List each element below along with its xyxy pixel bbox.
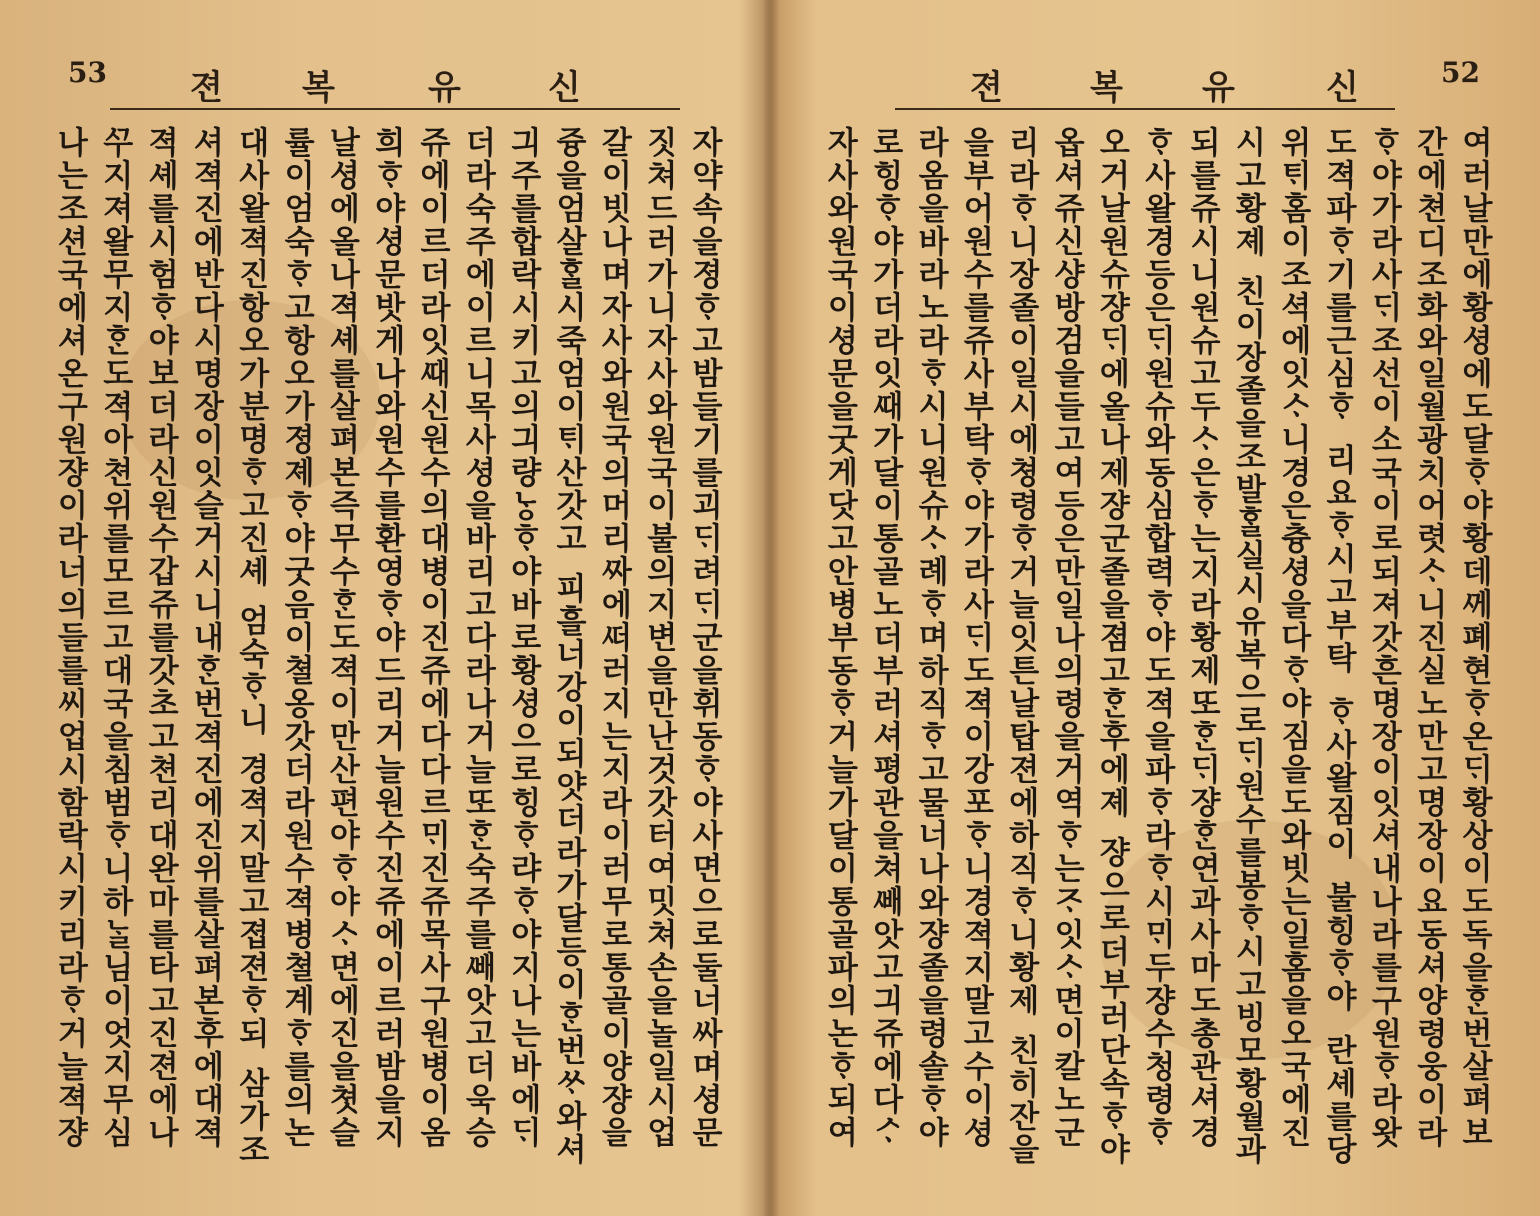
text-column: 되를쥬시니원슈고두ᄉᆞ은ᄒᆞ는지라황제또ᄒᆞᆫᄃᆡ쟝ᄒᆞᆫ연과사마도총관셔경 — [1184, 126, 1221, 1149]
text-column: 긔주를합락시키고의긔량ᄂᆞᆼᄒᆞ야바로황셩으로힝ᄒᆞ랴ᄒᆞ야지나는바에ᄃᆡ — [504, 126, 541, 1149]
text-column: 젹셰를시험ᄒᆞ야보더라신원수갑쥬를갓초고쳔리대완마를타고진젼에나 — [142, 126, 179, 1149]
text-column: 로힝ᄒᆞ야가더라잇ᄯᅢ가달이통골노더부러셔평관을쳐ᄲᅢ앗고긔쥬에다ᄼᆞ — [866, 126, 903, 1149]
book-gutter — [762, 0, 780, 1216]
text-column: 옵셔쥬신샹방검을들고여등은만일나의령을거역ᄒᆞ는ᄌᆞ잇ᄉᆞ면이칼노군 — [1048, 126, 1085, 1149]
text-column: 을부어원수를쥬사부탁ᄒᆞ야가라사ᄃᆡ도젹이강포ᄒᆞ니경젹지말고수이셩 — [957, 126, 994, 1149]
right-page — [780, 0, 1500, 1216]
text-column: 리라ᄒᆞ니장졸이일시에쳥령ᄒᆞ거늘잇튼날탑젼에하직ᄒᆞ니황제 친히잔을 — [1002, 126, 1039, 1166]
header-char: 유 — [428, 68, 461, 108]
text-column: 날셩에올나젹셰를살펴본즉무수ᄒᆞᆫ도젹이만산편야ᄒᆞ야ᄉᆞ면에진을쳣슬 — [323, 126, 360, 1149]
page-number: 53 — [68, 56, 107, 89]
running-header — [780, 50, 1500, 108]
header-char: 유 — [1202, 68, 1235, 108]
text-column: 여러날만에황셩에도달ᄒᆞ야황데ᄭᅦ폐현ᄒᆞ온ᄃᆡ황상이도독을ᄒᆞᆫ번살펴보 — [1456, 126, 1492, 1149]
text-column: 도젹파ᄒᆞ기를근심ᄒᆞ 리요ᄒᆞ시고부탁 ᄒᆞ사왈짐이 불힝ᄒᆞ야 란셰를당 — [1320, 126, 1357, 1166]
text-column: ᄒᆞ사왈경등은ᄃᆡ원슈와동심합력ᄒᆞ야도젹을파ᄒᆞ라ᄒᆞ시ᄆᆡ두쟝수청령ᄒᆞ — [1138, 126, 1175, 1149]
text-column: 간에쳔디조화와일월광치어렷ᄉᆞ니진실노만고명장이요동셔양령웅이라 — [1410, 126, 1447, 1149]
text-column: 셔젹진에반다시명장이잇슬거시니내ᄒᆞᆫ번젹진에진위를살펴본후에대젹 — [187, 126, 224, 1149]
page-number: 52 — [1441, 56, 1480, 89]
header-rule — [895, 108, 1395, 113]
header-char: 복 — [1090, 68, 1123, 108]
text-columns — [50, 126, 730, 1166]
text-column: 더라숙주에이르니목사셩을바리고다라나거늘또ᄒᆞᆫ숙주를ᄲᅢ앗고더욱승 — [459, 126, 496, 1149]
text-column: 희ᄒᆞ야셩문밧게나와원수를환영ᄒᆞ야드리거늘원수진쥬에이르러밤을지 — [368, 126, 405, 1149]
text-column: 라옴을바라노라ᄒᆞ시니원슈ᄉᆞ례ᄒᆞ며하직ᄒᆞ고물너나와쟝졸을령솔ᄒᆞ야 — [912, 126, 949, 1149]
text-column: 즁을엄살ᄒᆞᆯ시죽엄이ᄐᆡ산갓고 피흘너강이되얏더라가달등이ᄒᆞᆫ번ᄊᆞ와셔 — [550, 126, 587, 1166]
text-column: 나는조션국에셔온구원쟝이라너의들를씨업시함락시키리라ᄒᆞ거늘젹쟝 — [51, 126, 88, 1149]
text-column: ᄒᆞ야가라사ᄃᆡ조선이소국이로되져갓흔명장이잇셔내나라를구원ᄒᆞ라왓 — [1365, 126, 1402, 1149]
text-column: 대사왈젹진항오가분명ᄒᆞ고진셰 엄숙ᄒᆞ니 경젹지말고졉젼ᄒᆞ되 삼가조 — [232, 126, 269, 1166]
text-column: 자사와원국이셩문을굿게닷고안병부동ᄒᆞ거늘가달이통골파의논ᄒᆞ되여 — [821, 126, 858, 1149]
header-rule — [110, 108, 680, 113]
header-char: 복 — [302, 68, 335, 108]
text-column: 오거날원슈쟝ᄃᆡ에올나제쟝군졸을졈고ᄒᆞᆫ후에졔 쟝으로더부러단속ᄒᆞ야 — [1093, 126, 1130, 1166]
text-column: 시고황졔 친이장졸을조발ᄒᆞᆯ실시유복으로ᄃᆡ원수를봉ᄒᆞ시고빙모황월과 — [1229, 126, 1266, 1166]
text-columns — [820, 126, 1500, 1166]
text-column: 짓쳐드러가니자사와원국이불의지변을만난것갓터여밋쳐손을놀일시업 — [640, 126, 677, 1149]
running-header — [40, 50, 760, 108]
text-column: 갈이빗나며자사와원국의머리ᄶᅡ에ᄯᅥ러지는지라이러무로통골이양쟝을 — [595, 126, 632, 1149]
text-column: ᄭᅮ지져왈무지ᄒᆞᆫ도젹아쳔위를모르고대국을침범ᄒᆞ니하ᄂᆞᆯ님이엇지무심 — [96, 126, 133, 1149]
text-column: 쥬에이르더라잇ᄯᅢ신원수의대병이진쥬에다다르ᄆᆡ진쥬목사구원병이옴 — [414, 126, 451, 1149]
header-char: 신 — [1326, 68, 1359, 108]
left-page — [40, 0, 760, 1216]
header-char: 젼 — [190, 68, 223, 108]
header-char: 젼 — [970, 68, 1003, 108]
text-column: 자약속을졍ᄒᆞ고밤들기를괴ᄃᆡ려ᄃᆡ군을휘동ᄒᆞ야사면으로둘너싸며셩문 — [686, 126, 722, 1149]
header-char: 신 — [548, 68, 581, 108]
text-column: 률이엄숙ᄒᆞ고항오가졍졔ᄒᆞ야굿음이쳘옹갓더라원수젹병쳘계ᄒᆞ를의논 — [278, 126, 315, 1149]
text-column: 위ᄐᆡ홈이조셕에잇ᄉᆞ니경은츙셩을다ᄒᆞ야짐을도와빗는일홈을오국에진 — [1274, 126, 1311, 1149]
